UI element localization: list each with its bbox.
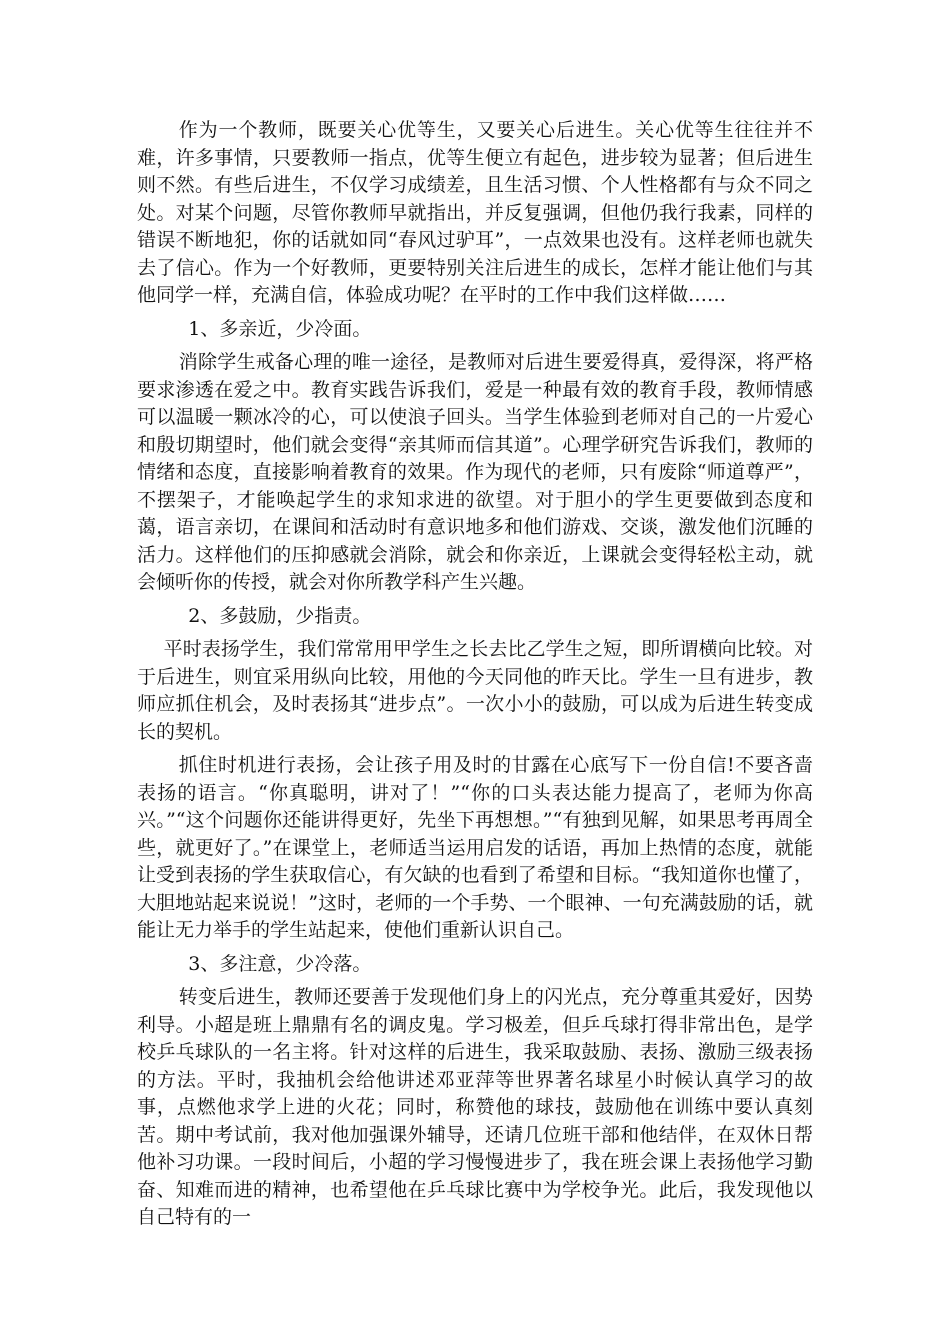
section-heading-2: 2、多鼓励，少指责。	[188, 604, 372, 627]
section-3-paragraph: 转变后进生，教师还要善于发现他们身上的闪光点，充分尊重其爱好，因势利导。小超是班上鼎鼎有名的调皮鬼。学习极差，但乒乓球打得非常出色，是学校乒乓球队的一名主将。针对这样的后进生，我采取鼓励、表扬、激励三级表扬的方法。平时，我抽机会给他讲述邓亚萍等世界著名球星小时候认真学习的故事，点燃他求学上进的火花；同时，称赞他的球技，鼓励他在训练中要认真刻苦。期中考试前，我对他加强课外辅导，还请几位班干部和他结伴，在双休日帮他补习功课。一段时间后，小超的学习慢慢进步了，我在班会课上表扬他学习勤奋、知难而进的精神，也希望他在乒乓球比赛中为学校争光。此后，我发现他以自己特有的一	[137, 986, 813, 1228]
section-2-paragraph-2: 抓住时机进行表扬，会让孩子用及时的甘露在心底写下一份自信!不要吝啬表扬的语言。“你真聪明，讲对了！”“你的口头表达能力提高了，老师为你高兴。”“这个问题你还能讲得更好，先坐下再想想。”“有独到见解，如果思考再周全些，就更好了。”在课堂上，老师适当运用启发的话语，再加上热情的态度，就能让受到表扬的学生获取信心，有欠缺的也看到了希望和目标。“我知道你也懂了，大胆地站起来说说！”这时，老师的一个手势、一个眼神、一句充满鼓励的话，就能让无力举手的学生站起来，使他们重新认识自己。	[137, 754, 813, 941]
section-1-paragraph: 消除学生戒备心理的唯一途径，是教师对后进生要爱得真，爱得深，将严格要求渗透在爱之中。教育实践告诉我们，爱是一种最有效的教育手段，教师情感可以温暖一颗冰冷的心，可以使浪子回头。当学生体验到老师对自己的一片爱心和殷切期望时，他们就会变得“亲其师而信其道”。心理学研究告诉我们，教师的情绪和态度，直接影响着教育的效果。作为现代的老师，只有废除“师道尊严”，不摆架子，才能唤起学生的求知求进的欲望。对于胆小的学生更要做到态度和蔼，语言亲切，在课间和活动时有意识地多和他们游戏、交谈，激发他们沉睡的活力。这样他们的压抑感就会消除，就会和你亲近，上课就会变得轻松主动，就会倾听你的传授，就会对你所教学科产生兴趣。	[137, 351, 813, 593]
section-heading-3: 3、多注意，少冷落。	[188, 952, 372, 975]
intro-paragraph: 作为一个教师，既要关心优等生，又要关心后进生。关心优等生往往并不难，许多事情，只要教师一指点，优等生便立有起色，进步较为显著；但后进生则不然。有些后进生，不仅学习成绩差，且生活习惯、个人性格都有与众不同之处。对某个问题，尽管你教师早就指出，并反复强调，但他仍我行我素，同样的错误不断地犯，你的话就如同“春风过驴耳”，一点效果也没有。这样老师也就失去了信心。作为一个好教师，更要特别关注后进生的成长，怎样才能让他们与其他同学一样，充满自信，体验成功呢？在平时的工作中我们这样做……	[137, 119, 813, 306]
document-body	[137, 117, 813, 1232]
section-heading-1: 1、多亲近，少冷面。	[188, 317, 372, 340]
section-2-paragraph-1: 平时表扬学生，我们常常用甲学生之长去比乙学生之短，即所谓横向比较。对于后进生，则宜采用纵向比较，用他的今天同他的昨天比。学生一旦有进步，教师应抓住机会，及时表扬其“进步点”。一次小小的鼓励，可以成为后进生转变成长的契机。	[137, 638, 813, 743]
